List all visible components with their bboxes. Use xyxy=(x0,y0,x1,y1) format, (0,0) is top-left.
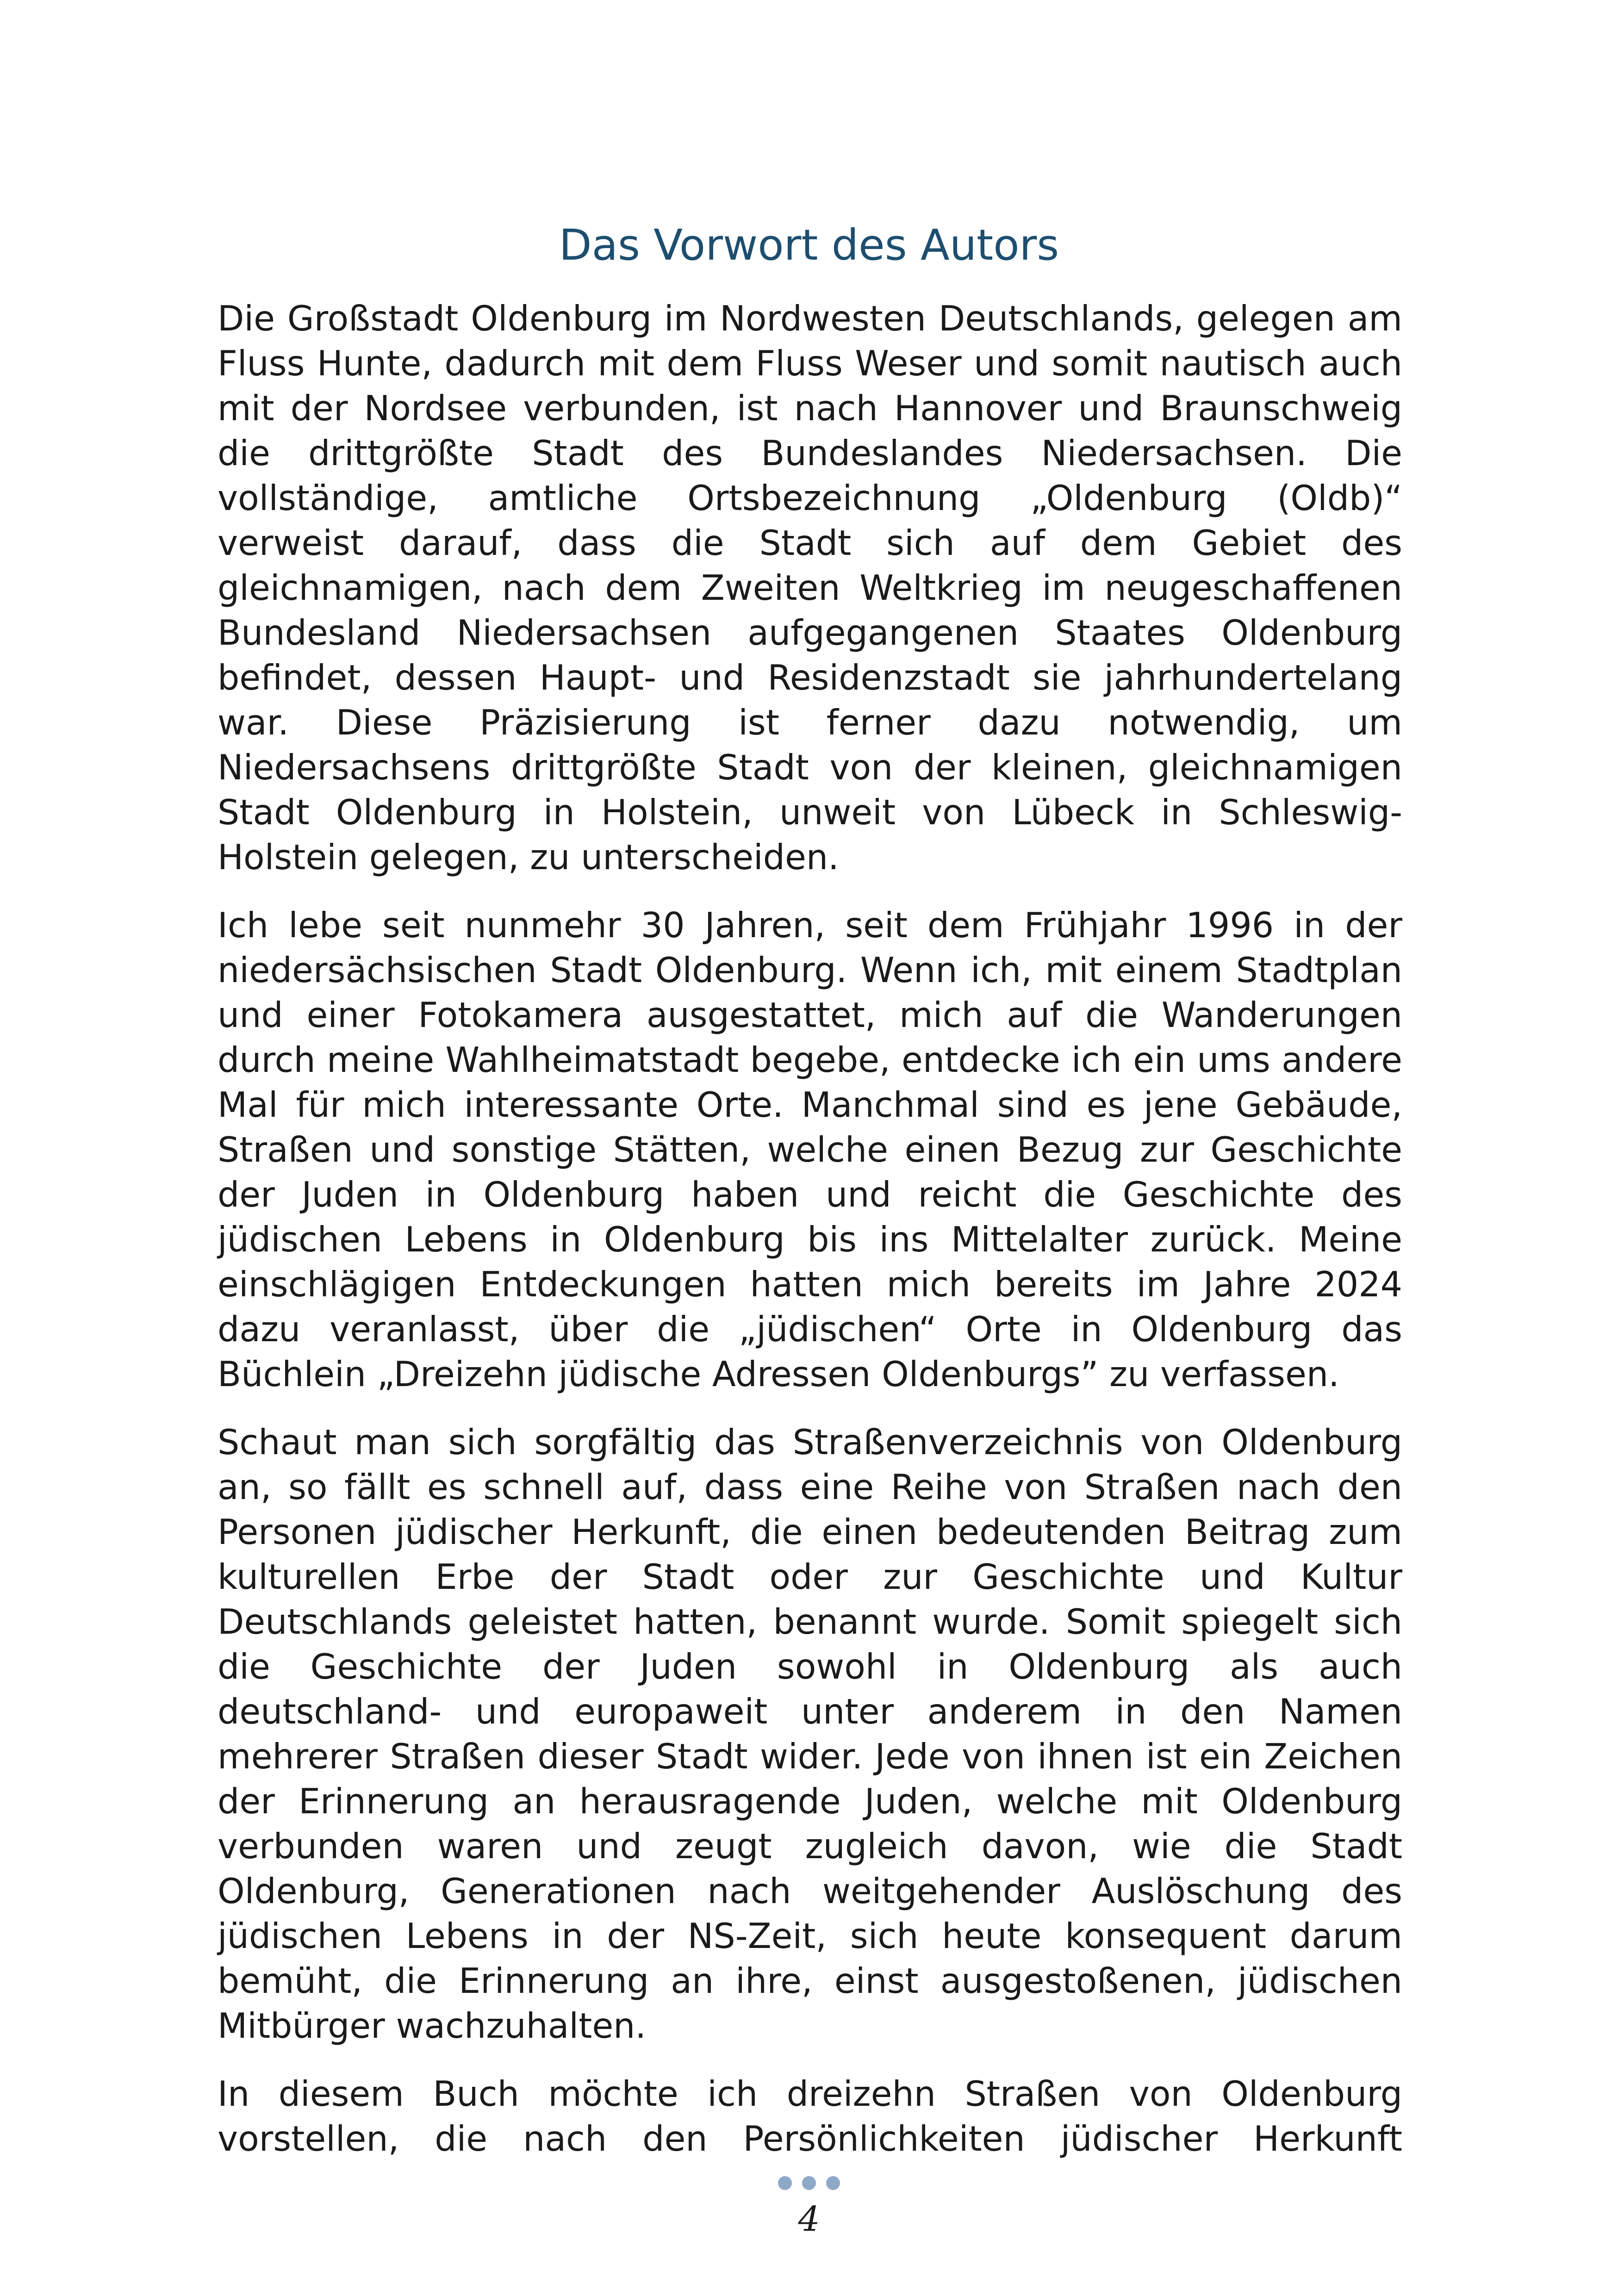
page-number: 4 xyxy=(798,2199,820,2239)
body-text xyxy=(218,296,1402,2161)
paragraph-3: Schaut man sich sorgfältig das Straßenverzeichnis von Oldenburg an, so fällt es schnell auf, dass eine Reihe von Straßen nach den Personen jüdischer Herkunft, die einen bedeutenden Beitrag zum kulturellen Erbe der Stadt oder zur Geschichte und Kultur Deutschlands geleistet hatten, benannt wurde. Somit spiegelt sich die Geschichte der Juden sowohl in Oldenburg als auch deutschland- und europaweit unter anderem in den Namen mehrerer Straßen dieser Stadt wider. Jede von ihnen ist ein Zeichen der Erinnerung an herausragende Juden, welche mit Oldenburg verbunden waren und zeugt zugleich davon, wie die Stadt Oldenburg, Generationen nach weitgehender Auslöschung des jüdischen Lebens in der NS-Zeit, sich heute konsequent darum bemüht, die Erinnerung an ihre, einst ausgestoßenen, jüdischen Mitbürger wachzuhalten. xyxy=(218,1422,1402,2046)
page-title: Das Vorwort des Autors xyxy=(559,220,1059,270)
paragraph-1: Die Großstadt Oldenburg im Nordwesten Deutschlands, gelegen am Fluss Hunte, dadurch mit dem Fluss Weser und somit nautisch auch mit der Nordsee verbunden, ist nach Hannover und Braunschweig die drittgrößte Stadt des Bundeslandes Niedersachsen. Die vollständige, amtliche Ortsbezeichnung „Oldenburg (Oldb)“ verweist darauf, dass die Stadt sich auf dem Gebiet des gleichnamigen, nach dem Zweiten Weltkrieg im neugeschaffenen Bundesland Niedersachsen aufgegangenen Staates Oldenburg befindet, dessen Haupt- und Residenzstadt sie jahrhundertelang war. Diese Präzisierung ist ferner dazu notwendig, um Niedersachsens drittgrößte Stadt von der kleinen, gleichnamigen Stadt Oldenburg in Holstein, unweit von Lübeck in Schleswig-Holstein gelegen, zu unterscheiden. xyxy=(218,299,1402,877)
dot-icon xyxy=(778,2176,792,2190)
paragraph-2: Ich lebe seit nunmehr 30 Jahren, seit dem Frühjahr 1996 in der niedersächsischen Stadt Oldenburg. Wenn ich, mit einem Stadtplan und einer Fotokamera ausgestattet, mich auf die Wanderungen durch meine Wahlheimatstadt begebe, entdecke ich ein ums andere Mal für mich interessante Orte. Manchmal sind es jene Gebäude, Straßen und sonstige Stätten, welche einen Bezug zur Geschichte der Juden in Oldenburg haben und reicht die Geschichte des jüdischen Lebens in Oldenburg bis ins Mittelalter zurück. Meine einschlägigen Entdeckungen hatten mich bereits im Jahre 2024 dazu veranlasst, über die „jüdischen“ Orte in Oldenburg das Büchlein „Dreizehn jüdische Adressen Oldenburgs” zu verfassen. xyxy=(218,905,1402,1394)
page-ornament-dots xyxy=(0,2176,1618,2190)
dot-icon xyxy=(802,2176,816,2190)
paragraph-4: In diesem Buch möchte ich dreizehn Straßen von Oldenburg vorstellen, die nach den Persönlichkeiten jüdischer Herkunft xyxy=(218,2074,1402,2159)
dot-icon xyxy=(826,2176,840,2190)
